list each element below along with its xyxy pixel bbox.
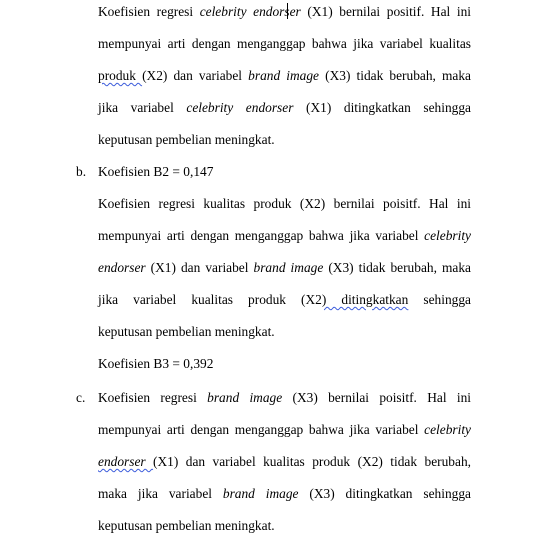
paragraph-a-line-1: Koefisien regresi celebrity endorser (X1) bernilai positif. Hal ini xyxy=(98,4,472,19)
paragraph-b-line-1: Koefisien regresi kualitas produk (X2) bernilai poisitf. Hal ini xyxy=(98,196,471,211)
paragraph-b-line-4: jika variabel kualitas produk (X2) ditingkatkan sehingga xyxy=(98,292,471,307)
paragraph-a-line-3: produk (X2) dan variabel brand image (X3) tidak berubah, maka xyxy=(98,68,471,83)
paragraph-c-line-3: endorser (X1) dan variabel kualitas produk (X2) tidak berubah, xyxy=(98,454,471,469)
paragraph-a-line-4: jika variabel celebrity endorser (X1) ditingkatkan sehingga xyxy=(98,100,471,115)
paragraph-a-line-5: keputusan pembelian meningkat. xyxy=(98,132,275,147)
paragraph-c-line-5: keputusan pembelian meningkat. xyxy=(98,518,275,533)
spellcheck-underline: ) ditingkatkan xyxy=(321,292,409,307)
paragraph-c-line-4: maka jika variabel brand image (X3) ditingkatkan sehingga xyxy=(98,486,471,501)
paragraph-b-line-2: mempunyai arti dengan menganggap bahwa jika variabel celebrity xyxy=(98,228,471,243)
spellcheck-underline: produk xyxy=(98,68,143,83)
coefficient-b2: Koefisien B2 = 0,147 xyxy=(98,164,214,179)
list-marker-b: b. xyxy=(76,164,87,179)
paragraph-a-line-2: mempunyai arti dengan menganggap bahwa jika variabel kualitas xyxy=(98,36,471,51)
paragraph-b-line-5: keputusan pembelian meningkat. xyxy=(98,324,275,339)
paragraph-c-line-1: Koefisien regresi brand image (X3) bernilai poisitf. Hal ini xyxy=(98,390,472,405)
list-marker-c: c. xyxy=(76,390,86,405)
paragraph-b-line-3: endorser (X1) dan variabel brand image (X3) tidak berubah, maka xyxy=(98,260,471,275)
coefficient-b3: Koefisien B3 = 0,392 xyxy=(98,356,214,371)
spellcheck-underline: endorser xyxy=(98,454,154,469)
paragraph-c-line-2: mempunyai arti dengan menganggap bahwa jika variabel celebrity xyxy=(98,422,471,437)
